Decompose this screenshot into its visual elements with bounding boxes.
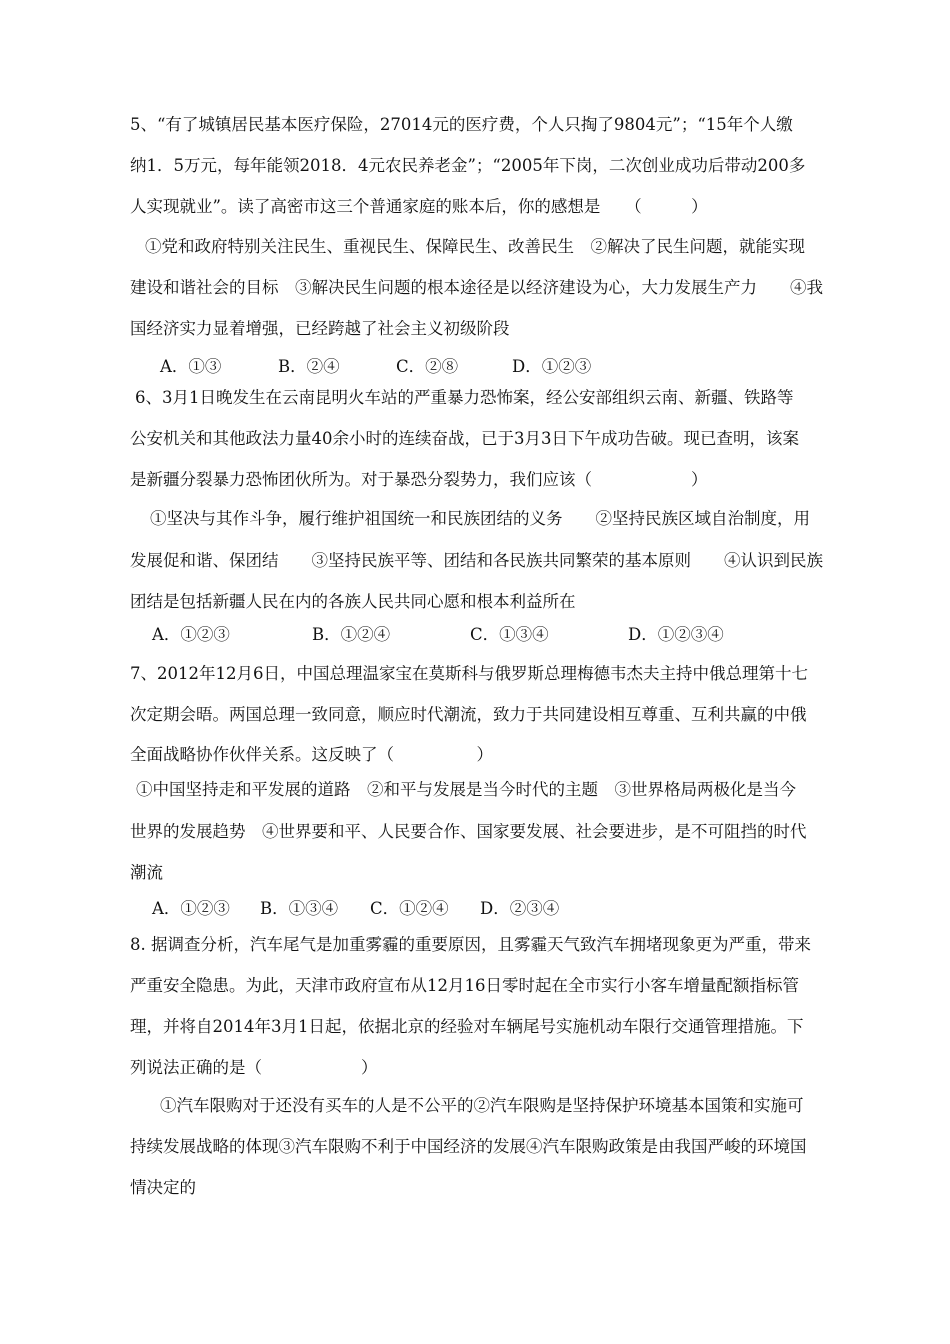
q5-option-d: D．①②③ [512,357,592,376]
q7-statement-line-3: 潮流 [130,863,163,882]
q5-option-b: B．②④ [278,357,340,376]
q5-option-c: C．②⑧ [396,357,459,376]
q7-stem-line-1: 7、2012年12月6日，中国总理温家宝在莫斯科与俄罗斯总理梅德韦杰夫主持中俄总理第十七 [130,664,808,683]
q5-stem-line-1: 5、“有了城镇居民基本医疗保险，27014元的医疗费，个人只掏了9804元”；“15年个人缴 [130,115,793,134]
q5-statement-line-1: ①党和政府特别关注民生、重视民生、保障民生、改善民生 ②解决了民生问题，就能实现 [145,237,805,256]
q8-stem-line-2: 严重安全隐患。为此，天津市政府宣布从12月16日零时起在全市实行小客车增量配额指标管 [130,976,799,995]
q7-option-a: A．①②③ [152,899,230,918]
q7-option-b: B．①③④ [260,899,339,918]
q8-stem-line-1: 8. 据调查分析，汽车尾气是加重雾霾的重要原因，且雾霾天气致汽车拥堵现象更为严重，带来 [130,935,811,954]
q7-option-c: C．①②④ [370,899,449,918]
q8-stem-line-4: 列说法正确的是（ ） [130,1058,378,1077]
q6-option-b: B．①②④ [312,625,391,644]
q8-stem-line-3: 理，并将自2014年3月1日起，依据北京的经验对车辆尾号实施机动车限行交通管理措施。下 [130,1017,804,1036]
q7-statement-line-2: 世界的发展趋势 ④世界要和平、人民要合作、国家要发展、社会要进步，是不可阻挡的时代 [130,822,807,841]
q8-statement-line-3: 情决定的 [130,1178,196,1197]
q5-statement-line-3: 国经济实力显着增强，已经跨越了社会主义初级阶段 [130,319,510,338]
q6-stem-line-1: 6、3月1日晚发生在云南昆明火车站的严重暴力恐怖案，经公安部组织云南、新疆、铁路等 [135,388,794,407]
q5-option-a: A．①③ [160,357,222,376]
q6-statement-line-2: 发展促和谐、保团结 ③坚持民族平等、团结和各民族共同繁荣的基本原则 ④认识到民族 [130,551,823,570]
q6-stem-line-2: 公安机关和其他政法力量40余小时的连续奋战，已于3月3日下午成功告破。现已查明，该案 [130,429,799,448]
q6-statement-line-1: ①坚决与其作斗争，履行维护祖国统一和民族团结的义务 ②坚持民族区域自治制度，用 [150,509,810,528]
q5-stem-line-3: 人实现就业”。读了高密市这三个普通家庭的账本后，你的感想是 （ ） [130,197,708,216]
q7-option-d: D．②③④ [480,899,560,918]
q6-stem-line-3: 是新疆分裂暴力恐怖团伙所为。对于暴恐分裂势力，我们应该（ ） [130,470,708,489]
q7-statement-line-1: ①中国坚持走和平发展的道路 ②和平与发展是当今时代的主题 ③世界格局两极化是当今 [136,780,796,799]
q8-statement-line-2: 持续发展战略的体现③汽车限购不利于中国经济的发展④汽车限购政策是由我国严峻的环境国 [130,1137,807,1156]
q6-option-a: A．①②③ [152,625,230,644]
q6-option-c: C．①③④ [470,625,549,644]
q7-stem-line-3: 全面战略协作伙伴关系。这反映了（ ） [130,745,493,764]
q8-statement-line-1: ①汽车限购对于还没有买车的人是不公平的②汽车限购是坚持保护环境基本国策和实施可 [160,1096,804,1115]
q6-statement-line-3: 团结是包括新疆人民在内的各族人民共同心愿和根本利益所在 [130,592,576,611]
q5-statement-line-2: 建设和谐社会的目标 ③解决民生问题的根本途径是以经济建设为心，大力发展生产力 ④我 [130,278,823,297]
q6-option-d: D．①②③④ [628,625,724,644]
q7-stem-line-2: 次定期会晤。两国总理一致同意，顺应时代潮流，致力于共同建设相互尊重、互利共赢的中俄 [130,705,807,724]
q5-stem-line-2: 纳1．5万元，每年能领2018．4元农民养老金”；“2005年下岗，二次创业成功后带动200多 [130,156,806,175]
